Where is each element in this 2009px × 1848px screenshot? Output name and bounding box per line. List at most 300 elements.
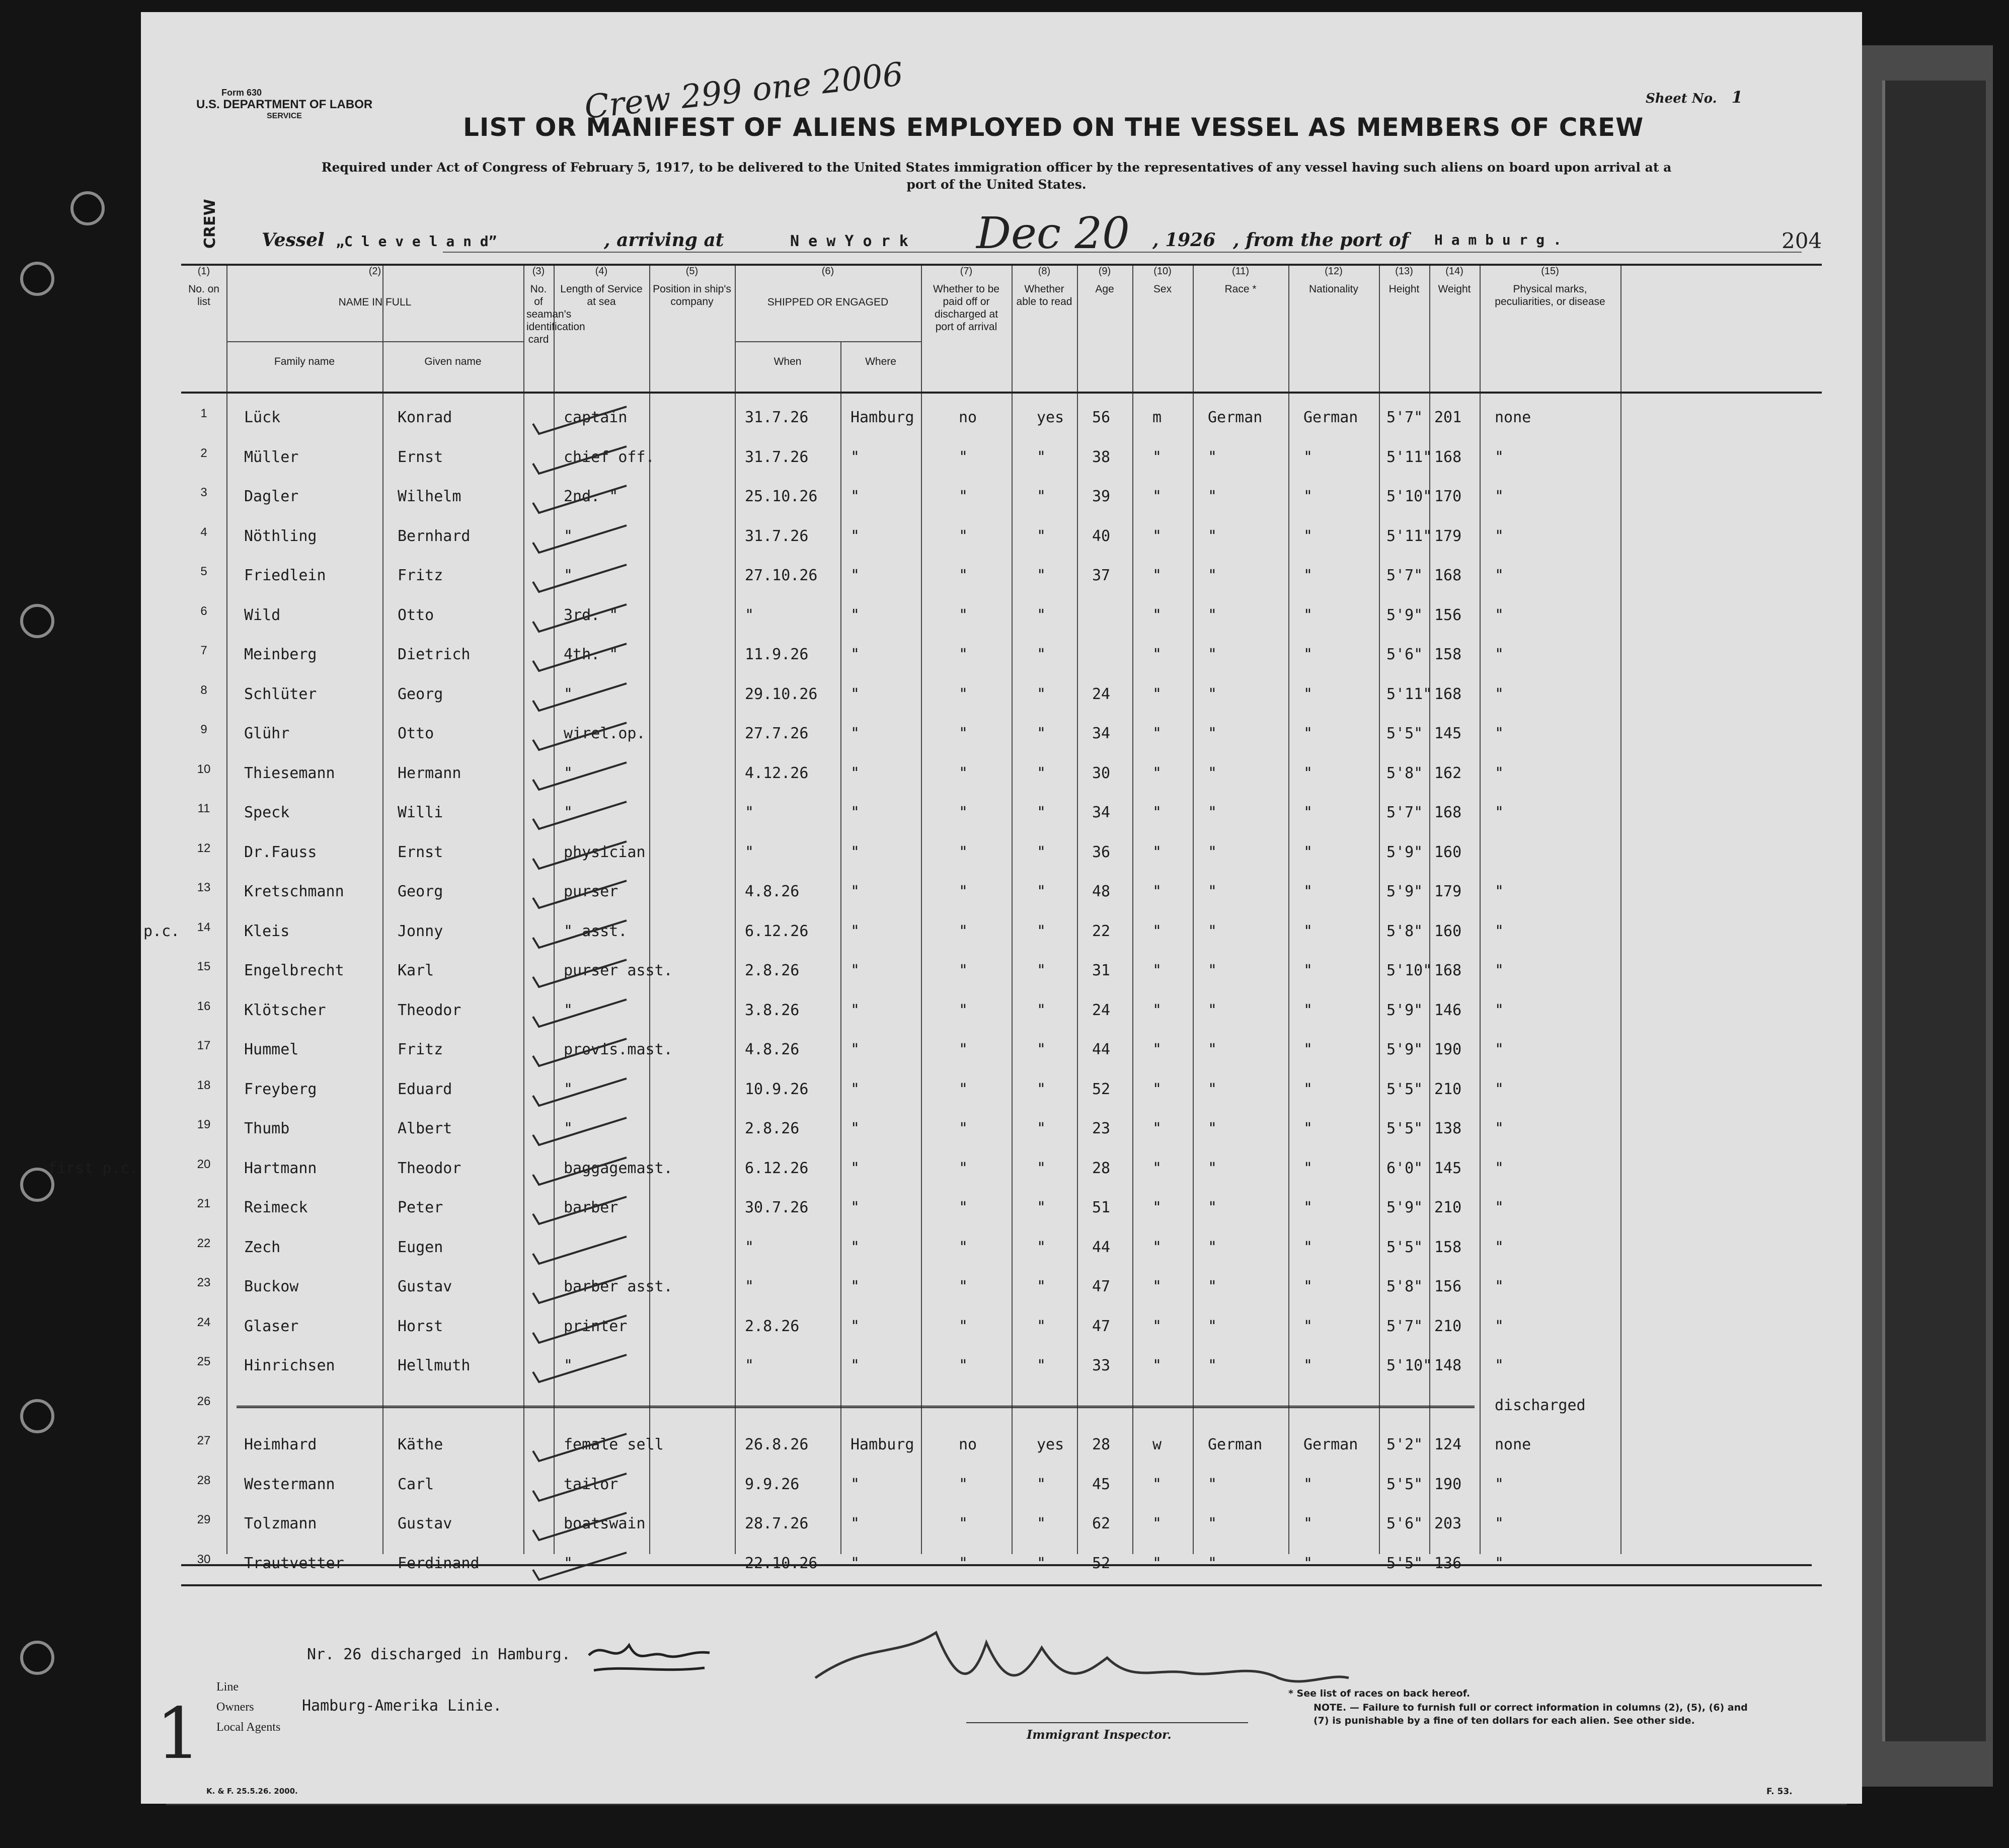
row-number: 14 xyxy=(197,920,211,934)
given-name-cell: Gustav xyxy=(398,1515,452,1532)
department-label: U.S. DEPARTMENT OF LABOR xyxy=(196,98,373,111)
weight-cell: 190 xyxy=(1434,1475,1462,1493)
family-name-cell: Hartmann xyxy=(244,1159,317,1177)
sex-cell: " xyxy=(1152,1238,1162,1256)
family-name-cell: Tolzmann xyxy=(244,1515,317,1532)
able-to-read-cell: " xyxy=(1037,448,1046,466)
family-name-cell: Wild xyxy=(244,606,281,624)
able-to-read-cell: " xyxy=(1037,646,1046,663)
column-number: (1) xyxy=(197,266,210,277)
shipped-when-cell: 4.12.26 xyxy=(745,764,809,782)
family-name-cell: Speck xyxy=(244,804,290,821)
able-to-read-cell: " xyxy=(1037,1475,1046,1493)
height-cell: 5'10" xyxy=(1386,962,1432,979)
race-cell: German xyxy=(1208,409,1263,426)
family-name-cell: Müller xyxy=(244,448,299,466)
sex-cell: " xyxy=(1152,1357,1162,1374)
sex-cell: " xyxy=(1152,646,1162,663)
row-number: 24 xyxy=(197,1315,211,1329)
height-cell: 5'10" xyxy=(1386,488,1432,505)
nationality-cell: German xyxy=(1303,1436,1358,1453)
physical-marks-cell: discharged xyxy=(1495,1396,1586,1414)
sex-cell: " xyxy=(1152,1001,1162,1019)
check-mark-icon xyxy=(531,601,632,637)
paid-off-cell: " xyxy=(959,1001,968,1019)
height-cell: 5'10" xyxy=(1386,1357,1432,1374)
given-name-cell: Eugen xyxy=(398,1238,443,1256)
margin-note: first p.c. xyxy=(48,1159,139,1177)
table-row xyxy=(181,1350,1822,1390)
given-name-cell: Carl xyxy=(398,1475,434,1493)
race-cell: " xyxy=(1208,804,1217,821)
shipped-where-cell: " xyxy=(851,804,860,821)
nationality-cell: " xyxy=(1303,1199,1313,1216)
physical-marks-cell: " xyxy=(1495,804,1504,821)
vessel-rule xyxy=(443,252,1802,253)
struck-through-line xyxy=(237,1406,1475,1408)
age-cell: 30 xyxy=(1092,764,1111,782)
age-cell: 52 xyxy=(1092,1080,1111,1098)
height-cell: 5'5" xyxy=(1386,725,1423,742)
able-to-read-cell: " xyxy=(1037,804,1046,821)
nationality-cell: " xyxy=(1303,685,1313,703)
age-cell: 24 xyxy=(1092,1001,1111,1019)
sheet-no-value: 1 xyxy=(1731,88,1743,107)
able-to-read-cell: yes xyxy=(1037,409,1064,426)
row-number: 18 xyxy=(197,1078,211,1092)
given-name-cell: Theodor xyxy=(398,1001,461,1019)
discharge-note: Nr. 26 discharged in Hamburg. xyxy=(307,1646,571,1663)
column-header: Physical marks, peculiarities, or disease xyxy=(1495,283,1605,307)
sex-cell: " xyxy=(1152,1515,1162,1532)
shipped-when-cell: 11.9.26 xyxy=(745,646,809,663)
margin-note: p.c. xyxy=(143,922,180,940)
nationality-cell: " xyxy=(1303,448,1313,466)
physical-marks-cell: " xyxy=(1495,488,1504,505)
able-to-read-cell: " xyxy=(1037,567,1046,584)
sex-cell: " xyxy=(1152,1554,1162,1572)
sex-cell: " xyxy=(1152,1080,1162,1098)
check-mark-icon xyxy=(531,443,632,479)
given-name-cell: Hellmuth xyxy=(398,1357,471,1374)
able-to-read-cell: " xyxy=(1037,1357,1046,1374)
table-row xyxy=(181,1390,1822,1429)
weight-cell: 148 xyxy=(1434,1357,1462,1374)
subcolumn-header: Where xyxy=(865,356,896,367)
table-row xyxy=(181,718,1822,757)
paid-off-cell: " xyxy=(959,922,968,940)
family-name-cell: Dagler xyxy=(244,488,299,505)
shipped-where-cell: " xyxy=(851,1357,860,1374)
shipped-where-cell: Hamburg xyxy=(851,1436,914,1453)
given-name-cell: Konrad xyxy=(398,409,452,426)
position-cell: barber asst. xyxy=(564,1278,673,1295)
able-to-read-cell: " xyxy=(1037,1199,1046,1216)
table-row xyxy=(181,757,1822,797)
family-name-cell: Dr.Fauss xyxy=(244,843,317,861)
shipped-where-cell: " xyxy=(851,646,860,663)
able-to-read-cell: " xyxy=(1037,1001,1046,1019)
age-cell: 40 xyxy=(1092,527,1111,545)
crew-table xyxy=(48,264,1822,1586)
row-number: 15 xyxy=(197,960,211,973)
able-to-read-cell: " xyxy=(1037,1554,1046,1572)
race-cell: " xyxy=(1208,1041,1217,1058)
service-label: SERVICE xyxy=(267,112,302,120)
table-row xyxy=(181,481,1822,520)
column-number: (15) xyxy=(1541,266,1559,277)
table-row xyxy=(181,955,1822,994)
age-cell: 44 xyxy=(1092,1238,1111,1256)
position-cell: chief off. xyxy=(564,448,655,466)
height-cell: 5'11" xyxy=(1386,685,1432,703)
shipped-when-cell: 31.7.26 xyxy=(745,527,809,545)
race-cell: " xyxy=(1208,685,1217,703)
sex-cell: " xyxy=(1152,764,1162,782)
height-cell: 6'0" xyxy=(1386,1159,1423,1177)
weight-cell: 156 xyxy=(1434,606,1462,624)
given-name-cell: Eduard xyxy=(398,1080,452,1098)
check-mark-icon xyxy=(531,1550,632,1585)
column-number: (4) xyxy=(595,266,608,277)
age-cell: 51 xyxy=(1092,1199,1111,1216)
nationality-cell: " xyxy=(1303,1238,1313,1256)
able-to-read-cell: " xyxy=(1037,1238,1046,1256)
height-cell: 5'5" xyxy=(1386,1475,1423,1493)
physical-marks-cell: " xyxy=(1495,1080,1504,1098)
sex-cell: " xyxy=(1152,1317,1162,1335)
given-name-cell: Albert xyxy=(398,1120,452,1137)
column-header: No. on list xyxy=(188,283,219,307)
weight-cell: 179 xyxy=(1434,527,1462,545)
position-cell: " xyxy=(564,764,573,782)
age-cell: 33 xyxy=(1092,1357,1111,1374)
physical-marks-cell: " xyxy=(1495,922,1504,940)
physical-marks-cell: " xyxy=(1495,1199,1504,1216)
weight-cell: 160 xyxy=(1434,922,1462,940)
family-name-cell: Thiesemann xyxy=(244,764,335,782)
paid-off-cell: " xyxy=(959,488,968,505)
position-cell: tailor xyxy=(564,1475,619,1493)
race-cell: " xyxy=(1208,1515,1217,1532)
manifest-sheet xyxy=(48,12,1862,1804)
shipped-when-cell: " xyxy=(745,606,754,624)
family-name-cell: Klötscher xyxy=(244,1001,326,1019)
shipped-where-cell: " xyxy=(851,1159,860,1177)
position-cell: printer xyxy=(564,1317,628,1335)
position-cell: wirel.op. xyxy=(564,725,646,742)
weight-cell: 158 xyxy=(1434,646,1462,663)
table-row xyxy=(181,1113,1822,1152)
height-cell: 5'11" xyxy=(1386,448,1432,466)
shipped-when-cell: 31.7.26 xyxy=(745,448,809,466)
physical-marks-cell: " xyxy=(1495,448,1504,466)
shipped-when-cell: 2.8.26 xyxy=(745,1120,800,1137)
able-to-read-cell: " xyxy=(1037,764,1046,782)
race-cell: " xyxy=(1208,1554,1217,1572)
nationality-cell: " xyxy=(1303,922,1313,940)
age-cell: 44 xyxy=(1092,1041,1111,1058)
nationality-cell: " xyxy=(1303,1120,1313,1137)
punch-hole xyxy=(20,604,54,638)
height-cell: 5'5" xyxy=(1386,1120,1423,1137)
shipped-when-cell: 2.8.26 xyxy=(745,962,800,979)
check-mark-icon xyxy=(531,917,632,953)
shipped-where-cell: " xyxy=(851,606,860,624)
given-name-cell: Jonny xyxy=(398,922,443,940)
shipped-when-cell: 28.7.26 xyxy=(745,1515,809,1532)
row-number: 21 xyxy=(197,1197,211,1210)
check-mark-icon xyxy=(531,1431,632,1466)
check-mark-icon xyxy=(531,720,632,755)
physical-marks-cell: " xyxy=(1495,1475,1504,1493)
shipped-where-cell: " xyxy=(851,1041,860,1058)
sex-cell: " xyxy=(1152,1120,1162,1137)
family-name-cell: Meinberg xyxy=(244,646,317,663)
height-cell: 5'7" xyxy=(1386,1317,1423,1335)
paid-off-cell: " xyxy=(959,1080,968,1098)
shipped-when-cell: 4.8.26 xyxy=(745,883,800,900)
shipped-where-cell: " xyxy=(851,448,860,466)
family-name-cell: Lück xyxy=(244,409,281,426)
check-mark-icon xyxy=(531,1075,632,1111)
weight-cell: 156 xyxy=(1434,1278,1462,1295)
weight-cell: 168 xyxy=(1434,448,1462,466)
family-name-cell: Glaser xyxy=(244,1317,299,1335)
race-cell: " xyxy=(1208,567,1217,584)
family-name-cell: Hummel xyxy=(244,1041,299,1058)
race-cell: " xyxy=(1208,488,1217,505)
position-cell: " xyxy=(564,1120,573,1137)
table-row xyxy=(181,560,1822,599)
given-name-cell: Hermann xyxy=(398,764,461,782)
given-name-cell: Dietrich xyxy=(398,646,471,663)
column-number: (9) xyxy=(1098,266,1111,277)
paid-off-cell: " xyxy=(959,527,968,545)
table-row xyxy=(181,678,1822,718)
shipped-when-cell: 31.7.26 xyxy=(745,409,809,426)
nationality-cell: " xyxy=(1303,1317,1313,1335)
physical-marks-cell: " xyxy=(1495,646,1504,663)
check-mark-icon xyxy=(531,799,632,834)
able-to-read-cell: " xyxy=(1037,1120,1046,1137)
row-number: 26 xyxy=(197,1394,211,1408)
crew-tab: CREW xyxy=(201,199,219,249)
race-cell: " xyxy=(1208,1238,1217,1256)
age-cell: 45 xyxy=(1092,1475,1111,1493)
position-cell: boatswain xyxy=(564,1515,646,1532)
position-cell: " xyxy=(564,1080,573,1098)
footer-rule xyxy=(166,1804,1847,1805)
shipped-when-cell: 29.10.26 xyxy=(745,685,818,703)
height-cell: 5'9" xyxy=(1386,883,1423,900)
inspector-signature xyxy=(805,1612,1359,1713)
age-cell: 36 xyxy=(1092,843,1111,861)
given-name-cell: Willi xyxy=(398,804,443,821)
column-number: (14) xyxy=(1445,266,1463,277)
paid-off-cell: " xyxy=(959,685,968,703)
weight-cell: 145 xyxy=(1434,725,1462,742)
row-number: 22 xyxy=(197,1236,211,1250)
paid-off-cell: " xyxy=(959,725,968,742)
position-cell: purser asst. xyxy=(564,962,673,979)
arriving-label: , arriving at xyxy=(604,229,724,251)
column-header: Sex xyxy=(1153,283,1172,295)
column-number: (12) xyxy=(1325,266,1343,277)
height-cell: 5'11" xyxy=(1386,527,1432,545)
height-cell: 5'8" xyxy=(1386,764,1423,782)
shipped-where-cell: Hamburg xyxy=(851,409,914,426)
physical-marks-cell: " xyxy=(1495,1238,1504,1256)
able-to-read-cell: " xyxy=(1037,883,1046,900)
row-number: 9 xyxy=(200,723,207,736)
able-to-read-cell: " xyxy=(1037,606,1046,624)
table-row xyxy=(181,639,1822,678)
given-name-cell: Fritz xyxy=(398,1041,443,1058)
age-cell: 23 xyxy=(1092,1120,1111,1137)
position-cell: " xyxy=(564,1001,573,1019)
shipped-when-cell: 27.10.26 xyxy=(745,567,818,584)
weight-cell: 138 xyxy=(1434,1120,1462,1137)
column-header: Race * xyxy=(1224,283,1257,295)
paid-off-cell: " xyxy=(959,1278,968,1295)
shipped-where-cell: " xyxy=(851,1001,860,1019)
sex-cell: " xyxy=(1152,843,1162,861)
given-name-cell: Georg xyxy=(398,883,443,900)
sheet-no-label xyxy=(1646,88,1743,107)
table-row xyxy=(181,1271,1822,1311)
weight-cell: 210 xyxy=(1434,1317,1462,1335)
able-to-read-cell: " xyxy=(1037,685,1046,703)
position-cell: " xyxy=(564,1357,573,1374)
nationality-cell: " xyxy=(1303,1080,1313,1098)
shipped-when-cell: " xyxy=(745,1357,754,1374)
given-name-cell: Otto xyxy=(398,725,434,742)
height-cell: 5'6" xyxy=(1386,1515,1423,1532)
table-row xyxy=(181,1034,1822,1073)
physical-marks-cell: " xyxy=(1495,764,1504,782)
family-name-cell: Hinrichsen xyxy=(244,1357,335,1374)
shipped-where-cell: " xyxy=(851,1120,860,1137)
height-cell: 5'9" xyxy=(1386,1001,1423,1019)
race-cell: " xyxy=(1208,1317,1217,1335)
physical-marks-cell: " xyxy=(1495,962,1504,979)
family-name-cell: Kleis xyxy=(244,922,290,940)
family-name-cell: Buckow xyxy=(244,1278,299,1295)
check-mark-icon xyxy=(531,996,632,1032)
weight-cell: 162 xyxy=(1434,764,1462,782)
check-mark-icon xyxy=(531,1154,632,1190)
shipped-when-cell: 26.8.26 xyxy=(745,1436,809,1453)
shipped-where-cell: " xyxy=(851,1554,860,1572)
table-row xyxy=(181,402,1822,441)
family-name-cell: Thumb xyxy=(244,1120,290,1137)
physical-marks-cell: none xyxy=(1495,1436,1531,1453)
check-mark-icon xyxy=(531,878,632,913)
shipped-where-cell: " xyxy=(851,764,860,782)
shipped-where-cell: " xyxy=(851,1317,860,1335)
race-cell: " xyxy=(1208,843,1217,861)
age-cell: 31 xyxy=(1092,962,1111,979)
sheet-no-text: Sheet No. xyxy=(1646,91,1717,106)
position-cell: " xyxy=(564,527,573,545)
height-cell: 5'2" xyxy=(1386,1436,1423,1453)
sex-cell: " xyxy=(1152,567,1162,584)
physical-marks-cell: " xyxy=(1495,1278,1504,1295)
paid-off-cell: " xyxy=(959,1199,968,1216)
shipped-where-cell: " xyxy=(851,685,860,703)
weight-cell: 179 xyxy=(1434,883,1462,900)
sex-cell: " xyxy=(1152,1475,1162,1493)
weight-cell: 160 xyxy=(1434,843,1462,861)
physical-marks-cell: " xyxy=(1495,1554,1504,1572)
family-name-cell: Schlüter xyxy=(244,685,317,703)
shipped-where-cell: " xyxy=(851,488,860,505)
year-label xyxy=(1152,229,1215,251)
sex-cell: " xyxy=(1152,1199,1162,1216)
age-cell: 48 xyxy=(1092,883,1111,900)
race-cell: German xyxy=(1208,1436,1263,1453)
shipped-when-cell: 25.10.26 xyxy=(745,488,818,505)
row-number: 19 xyxy=(197,1118,211,1131)
paid-off-cell: " xyxy=(959,1159,968,1177)
column-header: Position in ship's company xyxy=(653,283,731,307)
row-number: 3 xyxy=(200,486,207,499)
page-subtitle: Required under Act of Congress of February 5, 1917, to be delivered to the United States immigration officer by the representatives of any vessel having such aliens on board upon arrival at a port of the United States. xyxy=(321,160,1672,192)
owners-label: Owners xyxy=(216,1701,254,1714)
height-cell: 5'5" xyxy=(1386,1080,1423,1098)
family-name-cell: Friedlein xyxy=(244,567,326,584)
age-cell: 62 xyxy=(1092,1515,1111,1532)
paid-off-cell: " xyxy=(959,962,968,979)
row-number: 7 xyxy=(200,644,207,657)
check-mark-icon xyxy=(531,404,632,439)
shipped-when-cell: 30.7.26 xyxy=(745,1199,809,1216)
age-cell: 28 xyxy=(1092,1159,1111,1177)
nationality-cell: " xyxy=(1303,725,1313,742)
height-cell: 5'8" xyxy=(1386,922,1423,940)
paid-off-cell: no xyxy=(959,409,977,426)
check-mark-icon xyxy=(531,1115,632,1150)
given-name-cell: Fritz xyxy=(398,567,443,584)
table-row xyxy=(181,876,1822,915)
paid-off-cell: " xyxy=(959,804,968,821)
row-number: 1 xyxy=(200,407,207,420)
table-row xyxy=(181,915,1822,955)
able-to-read-cell: " xyxy=(1037,1080,1046,1098)
column-number: (11) xyxy=(1231,266,1250,277)
paid-off-cell: " xyxy=(959,764,968,782)
shipped-where-cell: " xyxy=(851,922,860,940)
position-cell: " xyxy=(564,685,573,703)
punch-hole xyxy=(20,262,54,296)
physical-marks-cell: " xyxy=(1495,1357,1504,1374)
column-number: (3) xyxy=(532,266,545,277)
vessel-name: „C l e v e l a n d” xyxy=(336,233,497,250)
given-name-cell: Ernst xyxy=(398,448,443,466)
check-mark-icon xyxy=(531,562,632,597)
physical-marks-cell: " xyxy=(1495,606,1504,624)
shipped-where-cell: " xyxy=(851,883,860,900)
row-number: 6 xyxy=(200,604,207,618)
given-name-cell: Otto xyxy=(398,606,434,624)
given-name-cell: Ernst xyxy=(398,843,443,861)
nationality-cell: " xyxy=(1303,646,1313,663)
able-to-read-cell: " xyxy=(1037,1041,1046,1058)
column-header: SHIPPED OR ENGAGED xyxy=(767,296,889,308)
family-name-cell: Kretschmann xyxy=(244,883,344,900)
sex-cell: " xyxy=(1152,725,1162,742)
